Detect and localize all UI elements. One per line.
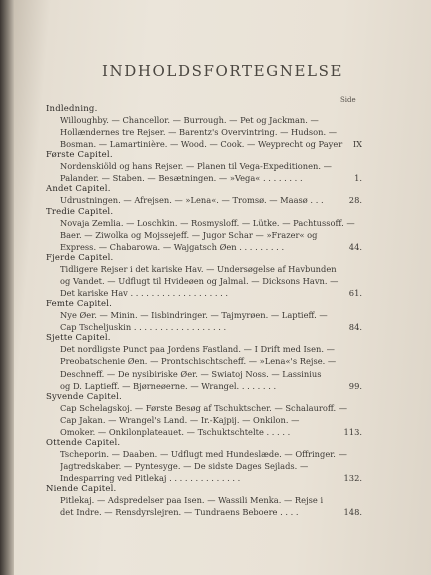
entry-text: og Vandet. — Udflugt til Hvideøen og Jalmal. — Dicksons Havn. —	[60, 275, 339, 286]
toc-section	[14, 299, 431, 333]
page-column-label: Side	[340, 96, 356, 104]
book-page	[14, 0, 431, 575]
entry-text: Tidligere Rejser i det kariske Hav. — Undersøgelse af Havbunden	[60, 263, 337, 274]
toc-entry-line	[60, 343, 362, 355]
entry-text: Nordenskiöld og hans Rejser. — Planen til Vega-Expeditionen. —	[60, 161, 332, 172]
page-number: 44.	[348, 241, 362, 252]
toc-entry-line	[60, 114, 362, 126]
entry-text: Baer. — Ziwolka og Mojssejeff. — Jugor Schar — »Frazer« og	[60, 229, 318, 240]
toc-section	[14, 392, 431, 438]
toc-entry-line	[60, 275, 362, 287]
page-number: 132.	[343, 473, 362, 484]
chapter-heading: Ottende Capitel.	[46, 437, 121, 448]
page-number: 148.	[343, 507, 362, 518]
entry-text: Novaja Zemlia. — Loschkin. — Rosmysloff. — Lütke. — Pachtussoff. —	[60, 217, 355, 228]
entry-text: Palander. — Staben. — Besætningen. — »Vega« . . . . . . . .	[60, 173, 303, 184]
toc-entry-line	[60, 138, 362, 150]
toc-entry-line	[60, 368, 362, 380]
entry-text: Cap Jakan. — Wrangel's Land. — Ir.-Kajpij. — Onkilon. —	[60, 414, 300, 425]
toc-entry-line	[60, 460, 362, 472]
toc-section	[14, 184, 431, 206]
toc-entry-line	[60, 126, 362, 138]
entry-text: Preobatschenie Øen. — Prontschischtscheff. — »Lena«'s Rejse. —	[60, 356, 337, 367]
toc-section	[14, 253, 431, 299]
toc-entry-line	[60, 426, 362, 438]
entry-text: Det nordligste Punct paa Jordens Fastland. — I Drift med Isen. —	[60, 344, 335, 355]
toc-entry-line	[60, 414, 362, 426]
entry-text: Cap Schelagskoj. — Første Besøg af Tschuktscher. — Schalauroff. —	[60, 402, 348, 413]
toc-entry-line	[60, 494, 362, 506]
entry-text: Udrustningen. — Afrejsen. — »Lena«. — Tromsø. — Maasø . . .	[60, 195, 324, 206]
toc-entry-line	[60, 160, 362, 172]
page-number: IX	[352, 139, 362, 150]
toc-entry-line	[60, 172, 362, 184]
chapter-heading: Niende Capitel.	[46, 484, 117, 495]
toc-entry-line	[60, 472, 362, 484]
chapter-heading: Andet Capitel.	[46, 184, 111, 195]
entry-text: Jagtredskaber. — Pyntesyge. — De sidste Dages Sejlads. —	[60, 461, 309, 472]
toc-entry-line	[60, 321, 362, 333]
chapter-heading: Syvende Capitel.	[46, 391, 122, 402]
entry-text: Omoker. — Onkilonplateauet. — Tschuktschtelte . . . . .	[60, 426, 291, 437]
toc-section	[14, 333, 431, 391]
entry-text: Pitlekaj. — Adspredelser paa Isen. — Wassili Menka. — Rejse i	[60, 495, 324, 506]
entry-text: Hollændernes tre Rejser. — Barentz's Overvintring. — Hudson. —	[60, 127, 338, 138]
chapter-heading: Sjette Capitel.	[46, 333, 111, 344]
toc-entry-line	[60, 287, 362, 299]
entry-text: Nye Øer. — Minin. — Iisbindringer. — Tajmyrøen. — Laptieff. —	[60, 310, 328, 321]
page-number: 61.	[348, 288, 362, 299]
toc-entry-line	[60, 263, 362, 275]
chapter-heading: Første Capitel.	[46, 150, 113, 161]
toc-section	[14, 207, 431, 253]
entry-text: Cap Tscheljuskin . . . . . . . . . . . . . . . . . .	[60, 322, 227, 333]
page-number: 113.	[343, 426, 362, 437]
page-title: INDHOLDSFORTEGNELSE	[101, 62, 344, 80]
toc-entry-line	[60, 217, 362, 229]
toc-entry-line	[60, 448, 362, 460]
chapter-heading: Indledning.	[46, 104, 98, 114]
toc-entry-line	[60, 380, 362, 392]
toc-entry-line	[60, 402, 362, 414]
toc-entry-line	[60, 241, 362, 253]
toc-section	[14, 438, 431, 484]
page-number: 28.	[348, 195, 362, 206]
page-number: 99.	[348, 380, 362, 391]
entry-text: Tscheporin. — Daaben. — Udflugt med Hundeslæde. — Offringer. —	[60, 448, 347, 459]
toc-section	[14, 150, 431, 184]
entry-text: Deschneff. — De nysibiriske Øer. — Swiatoj Noss. — Lassinius	[60, 368, 322, 379]
entry-text: det Indre. — Rensdyrslejren. — Tundraens Beboere . . . .	[60, 507, 299, 518]
chapter-heading: Tredie Capitel.	[46, 206, 114, 217]
entry-text: Indesparring ved Pitlekaj . . . . . . . . . . . . . .	[60, 473, 241, 484]
page-number: 84.	[348, 322, 362, 333]
entry-text: Express. — Chabarowa. — Wajgatsch Øen . . . . . . . . .	[60, 241, 285, 252]
entry-text: Det kariske Hav . . . . . . . . . . . . . . . . . . .	[60, 288, 229, 299]
toc-entry-line	[60, 355, 362, 367]
toc-entry-line	[60, 229, 362, 241]
toc-entry-line	[60, 309, 362, 321]
toc-entry-line	[60, 194, 362, 206]
table-of-contents	[14, 104, 431, 518]
toc-section	[14, 484, 431, 518]
entry-text: og D. Laptieff. — Bjørneøerne. — Wrangel. . . . . . . .	[60, 380, 277, 391]
chapter-heading: Femte Capitel.	[46, 299, 113, 310]
toc-entry-line	[60, 506, 362, 518]
toc-section	[14, 104, 431, 150]
entry-text: Willoughby. — Chancellor. — Burrough. — Pet og Jackman. —	[60, 115, 319, 125]
chapter-heading: Fjerde Capitel.	[46, 252, 114, 263]
page-number: 1.	[354, 173, 362, 184]
entry-text: Bosman. — Lamartinière. — Wood. — Cook. — Weyprecht og Payer	[60, 139, 343, 150]
